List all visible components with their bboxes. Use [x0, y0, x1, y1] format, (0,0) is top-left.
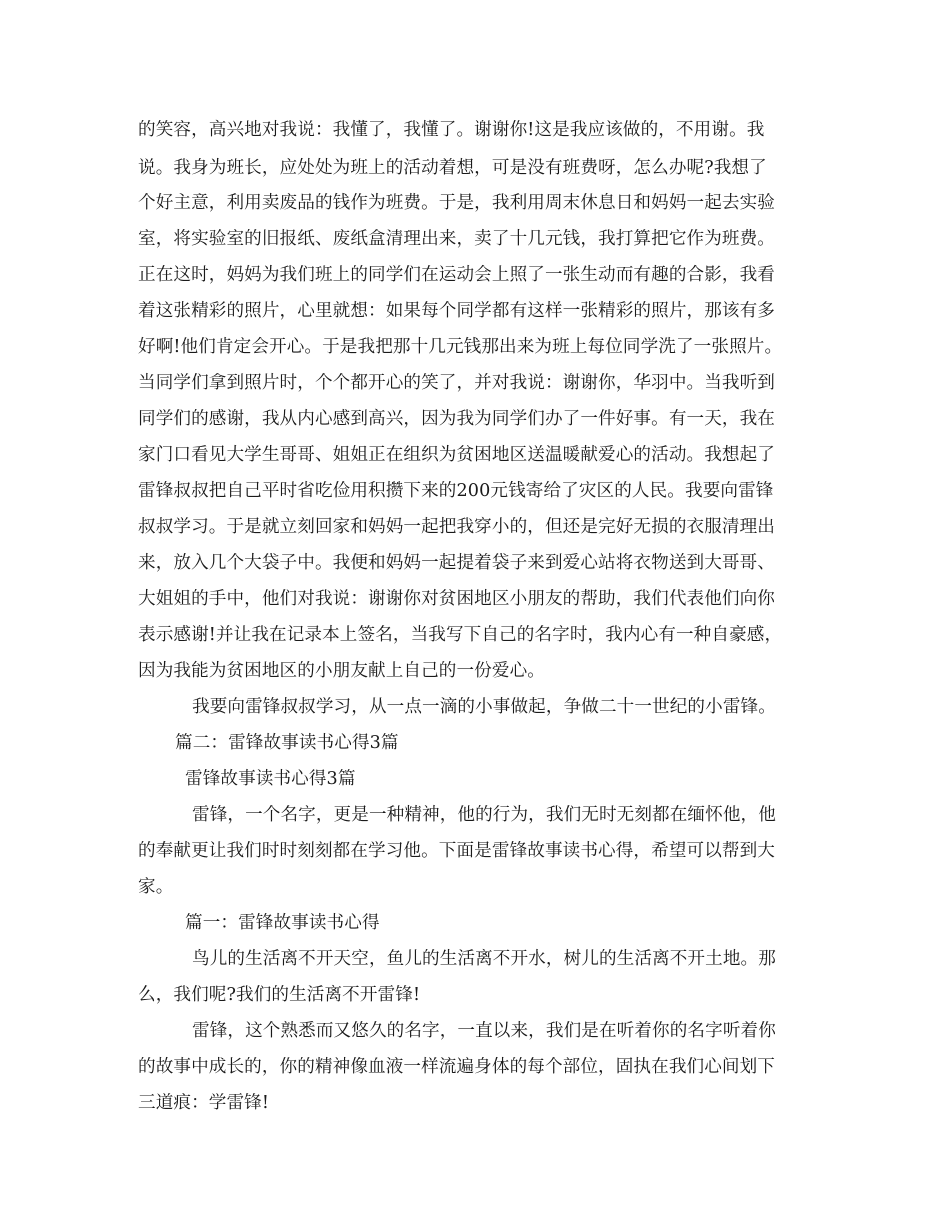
text-line-indented: 雷锋，这个熟悉而又悠久的名字，一直以来，我们是在听着你的名字听着你	[192, 1021, 776, 1041]
section-heading: 篇二：雷锋故事读书心得3篇	[175, 733, 399, 753]
text-line: 三道痕：学雷锋!	[138, 1093, 270, 1113]
text-line: 的奉献更让我们时时刻刻都在学习他。下面是雷锋故事读书心得，希望可以帮到大	[138, 841, 775, 861]
text-line: 个好主意，利用卖废品的钱作为班费。于是，我利用周末休息日和妈妈一起去实验	[138, 193, 775, 213]
text-line-indented: 鸟儿的生活离不开天空，鱼儿的生活离不开水，树儿的生活离不开土地。那	[192, 949, 776, 969]
text-line: 室，将实验室的旧报纸、废纸盒清理出来，卖了十几元钱，我打算把它作为班费。	[138, 229, 775, 249]
article-title: 雷锋故事读书心得3篇	[185, 769, 356, 789]
text-line: 好啊!他们肯定会开心。于是我把那十几元钱那出来为班上每位同学洗了一张照片。	[138, 337, 783, 357]
text-line: 么，我们呢?我们的生活离不开雷锋!	[138, 985, 421, 1005]
text-line-indented: 雷锋，一个名字，更是一种精神，他的行为，我们无时无刻都在缅怀他，他	[192, 805, 776, 825]
text-line: 雷锋叔叔把自己平时省吃俭用积攒下来的200元钱寄给了灾区的人民。我要向雷锋	[138, 481, 774, 501]
text-line: 的笑容，高兴地对我说：我懂了，我懂了。谢谢你!这是我应该做的，不用谢。我	[138, 120, 765, 140]
text-line: 同学们的感谢，我从内心感到高兴，因为我为同学们办了一件好事。有一天，我在	[138, 409, 775, 429]
text-line: 正在这时，妈妈为我们班上的同学们在运动会上照了一张生动而有趣的合影，我看	[138, 265, 775, 285]
text-line-indented: 我要向雷锋叔叔学习，从一点一滴的小事做起，争做二十一世纪的小雷锋。	[192, 697, 776, 717]
text-line: 家。	[138, 877, 174, 897]
text-line: 着这张精彩的照片，心里就想：如果每个同学都有这样一张精彩的照片，那该有多	[138, 301, 775, 321]
text-line: 来，放入几个大袋子中。我便和妈妈一起提着袋子来到爱心站将衣物送到大哥哥、	[138, 553, 775, 573]
text-line: 大姐姐的手中，他们对我说：谢谢你对贫困地区小朋友的帮助，我们代表他们向你	[138, 589, 775, 609]
text-line: 表示感谢!并让我在记录本上签名，当我写下自己的名字时，我内心有一种自豪感，	[138, 625, 783, 645]
text-line: 叔叔学习。于是就立刻回家和妈妈一起把我穿小的，但还是完好无损的衣服清理出	[138, 517, 775, 537]
text-line: 说。我身为班长，应处处为班上的活动着想，可是没有班费呀，怎么办呢?我想了	[138, 158, 767, 178]
section-heading: 篇一：雷锋故事读书心得	[185, 913, 380, 933]
text-line: 当同学们拿到照片时，个个都开心的笑了，并对我说：谢谢你，华羽中。当我听到	[138, 373, 775, 393]
text-line: 因为我能为贫困地区的小朋友献上自己的一份爱心。	[138, 661, 545, 681]
text-line: 家门口看见大学生哥哥、姐姐正在组织为贫困地区送温暖献爱心的活动。我想起了	[138, 445, 775, 465]
text-line: 的故事中成长的，你的精神像血液一样流遍身体的每个部位，固执在我们心间划下	[138, 1057, 775, 1077]
